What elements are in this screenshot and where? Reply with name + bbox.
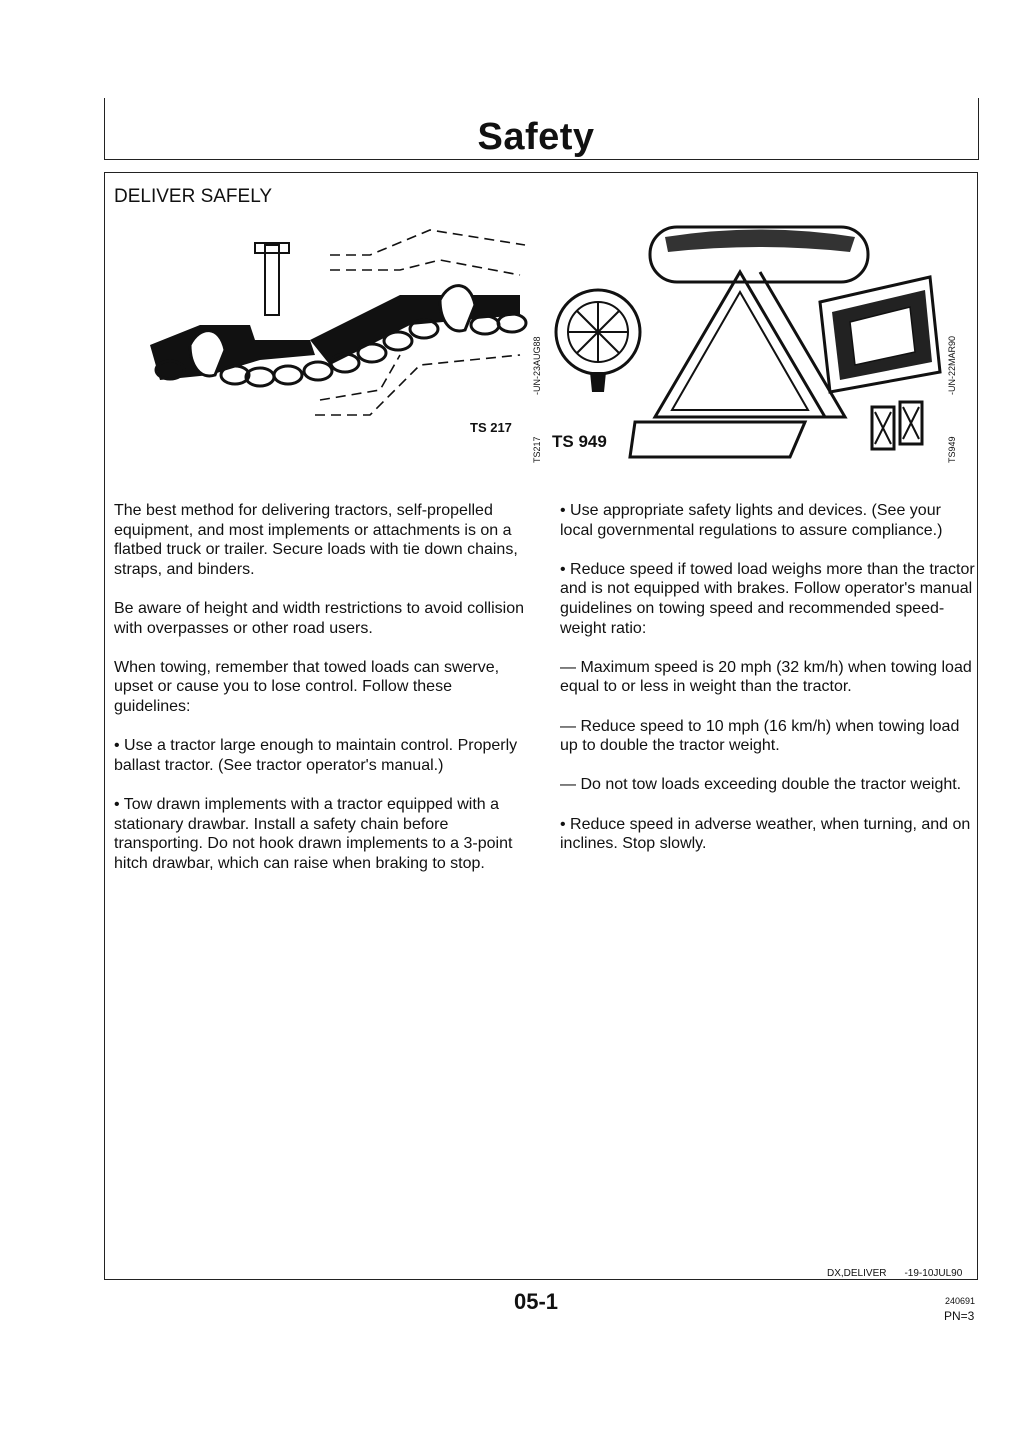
figure-side-label-1: -UN-23AUG88 <box>532 336 542 395</box>
paragraph: Be aware of height and width restrictions to avoid collision with overpasses or other road users. <box>114 599 524 637</box>
footer-code <box>827 1268 980 1279</box>
bullet-item: • Use appropriate safety lights and devices. (See your local governmental regulations to assure compliance.) <box>560 502 943 539</box>
warning-light-icon <box>556 290 640 392</box>
lights-and-emblem-illustration <box>550 222 945 462</box>
section-heading: DELIVER SAFELY <box>114 186 273 207</box>
dash-item: — Maximum speed is 20 mph (32 km/h) when towing load equal to or less in weight than the tractor. <box>560 658 972 696</box>
footer-revision: -19-10JUL90 <box>904 1268 963 1279</box>
chain-illustration <box>140 215 530 445</box>
bullet-item: • Tow drawn implements with a tractor equipped with a stationary drawbar. Install a safety chain before transporting. Do not hook drawn implements to a 3-point hitch drawbar, which can raise when braking to stop. <box>114 795 513 872</box>
header-rule-bottom <box>104 159 979 160</box>
smv-emblem-icon <box>630 272 845 457</box>
small-reflectors-icon <box>872 402 922 449</box>
footer-doc-code: DX,DELIVER <box>827 1268 887 1279</box>
paragraph: The best method for delivering tractors, self-propelled equipment, and most implements or attachments is on a flatbed truck or trailer. Secure loads with tie down chains, straps, and binders. <box>114 502 518 578</box>
footer-doc-id: 240691 <box>945 1296 976 1306</box>
rectangular-reflector-icon <box>820 277 940 392</box>
figure-caption-right: TS 949 <box>552 432 607 451</box>
reflector-bar-icon <box>650 227 868 282</box>
figure-caption-left: TS 217 <box>470 420 512 435</box>
page-title: Safety <box>477 116 595 158</box>
paragraph: When towing, remember that towed loads can swerve, upset or cause you to lose control. Follow these guidelines: <box>114 658 500 715</box>
bullet-item: • Use a tractor large enough to maintain control. Properly ballast tractor. (See tractor operator's manual.) <box>114 737 518 774</box>
figure-side-label-2: TS217 <box>532 436 542 463</box>
figure-side-label-3: -UN-22MAR90 <box>947 335 957 395</box>
footer-pn: PN=3 <box>944 1309 975 1323</box>
figure-side-label-4: TS949 <box>947 436 957 463</box>
bullet-item: • Reduce speed if towed load weighs more than the tractor and is not equipped with brakes. Follow operator's manual guidelines on towing speed and recommended speed-weight ratio: <box>560 560 975 637</box>
page-number: 05-1 <box>513 1289 559 1314</box>
right-column <box>560 501 975 873</box>
left-column <box>114 501 529 893</box>
bullet-item: • Reduce speed in adverse weather, when turning, and on inclines. Stop slowly. <box>560 815 971 853</box>
dash-item: — Reduce speed to 10 mph (16 km/h) when towing load up to double the tractor weight. <box>560 717 960 755</box>
dash-item: — Do not tow loads exceeding double the tractor weight. <box>560 776 962 794</box>
